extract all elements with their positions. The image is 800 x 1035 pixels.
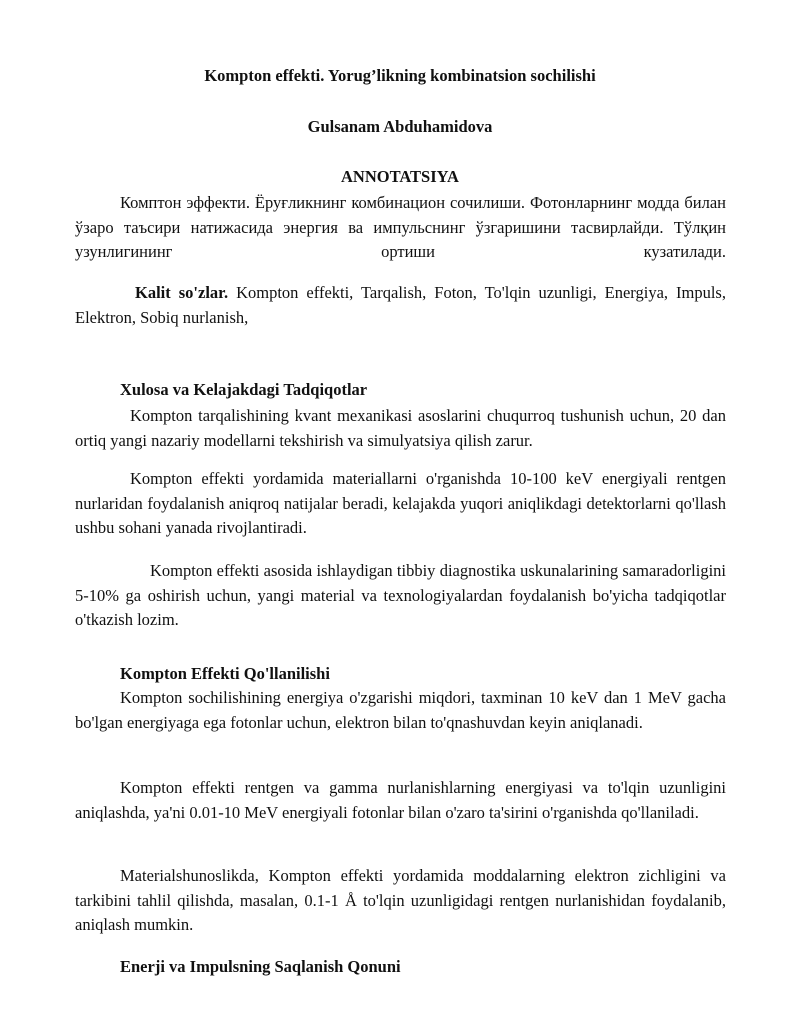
keywords-label: Kalit so'zlar. bbox=[135, 283, 229, 302]
keywords-paragraph bbox=[75, 281, 726, 330]
document-title: Kompton effekti. Yorug’likning kombinatsion sochilishi bbox=[204, 66, 596, 85]
paragraph: Kompton effekti rentgen va gamma nurlanishlarning energiyasi va to'lqin uzunligini aniqlashda, ya'ni 0.01-10 MeV energiyali fotonlar bilan o'zaro ta'sirini o'rganishda qo'llaniladi. bbox=[75, 778, 726, 822]
section-heading-conclusions: Xulosa va Kelajakdagi Tadqiqotlar bbox=[120, 380, 368, 399]
keywords-text: Kompton effekti, Tarqalish, Foton, To'lqin uzunligi, Energiya, Impuls, Elektron, Sobiq nurlanish, bbox=[75, 283, 726, 327]
author-name: Gulsanam Abduhamidova bbox=[307, 117, 493, 136]
paragraph: Kompton effekti asosida ishlaydigan tibbiy diagnostika uskunalarining samaradorligini 5-10% ga oshirish uchun, yangi material va texnologiyalardan foydalanish bo'yicha tadqiqotlar o'tkazish lozim. bbox=[75, 561, 726, 629]
section-heading-conservation: Enerji va Impulsning Saqlanish Qonuni bbox=[120, 957, 401, 976]
paragraph: Kompton tarqalishining kvant mexanikasi asoslarini chuqurroq tushunish uchun, 20 dan ortiq yangi nazariy modellarni tekshirish va simulyatsiya qilish zarur. bbox=[75, 406, 726, 450]
paragraph: Materialshunoslikda, Kompton effekti yordamida moddalarning elektron zichligini va tarkibini tahlil qilishda, masalan, 0.1-1 Å to'lqin uzunligidagi rentgen nurlanishidan foydalanib, aniqlash mumkin. bbox=[75, 866, 726, 934]
abstract-heading: ANNOTATSIYA bbox=[341, 167, 459, 186]
section-heading-applications: Kompton Effekti Qo'llanilishi bbox=[120, 664, 330, 683]
abstract-paragraph: Комптон эффекти. Ёруғликнинг комбинацион сочилиши. Фотонларнинг модда билан ўзаро таъсири натижасида энергия ва импульснинг ўзгаришини тасвирлайди. Тўлқин узунлигининг ортиши кузатилади. bbox=[75, 193, 726, 261]
paragraph: Kompton effekti yordamida materiallarni o'rganishda 10-100 keV energiyali rentgen nurlaridan foydalanish aniqroq natijalar beradi, kelajakda yuqori aniqlikdagi detektorlarni qo'llash ushbu sohani yanada rivojlantiradi. bbox=[75, 469, 726, 537]
paragraph: Kompton sochilishining energiya o'zgarishi miqdori, taxminan 10 keV dan 1 MeV gacha bo'lgan energiyaga ega fotonlar uchun, elektron bilan to'qnashuvdan keyin aniqlanadi. bbox=[75, 688, 726, 732]
